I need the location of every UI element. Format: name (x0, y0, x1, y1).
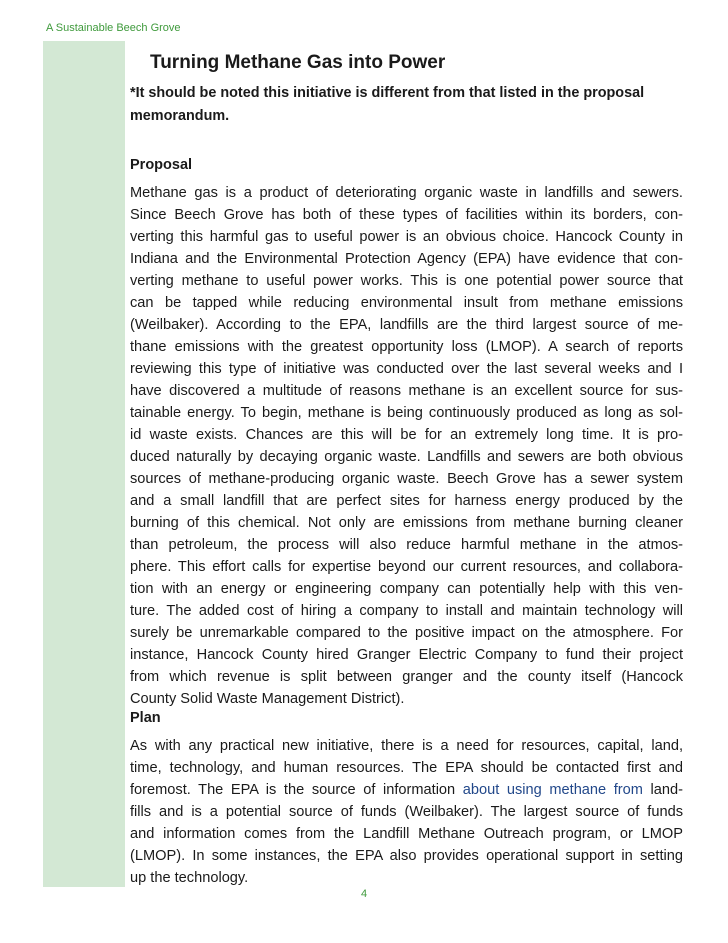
proposal-line: thane emissions with the greatest opportunity loss (LMOP). A search of reports (130, 339, 683, 355)
page-title: Turning Methane Gas into Power (150, 52, 446, 73)
sidebar-bar (43, 41, 125, 887)
plan-line: time, technology, and human resources. The EPA should be contacted first and (130, 760, 683, 776)
proposal-line: tainable energy. To begin, methane is being continuously produced as long as sol- (130, 405, 683, 421)
proposal-line: ture. The added cost of hiring a company to install and maintain technology will (130, 603, 683, 619)
proposal-line: (Weilbaker). According to the EPA, landfills are the third largest source of me- (130, 317, 683, 333)
proposal-line: burning of this chemical. Not only are emissions from methane burning cleaner (130, 515, 683, 531)
proposal-line: and a small landfill that are perfect sites for harness energy produced by the (130, 493, 683, 509)
proposal-line: duced naturally by decaying organic waste. Landfills and sewers are both obvious (130, 449, 683, 465)
proposal-line: County Solid Waste Management District). (130, 691, 405, 707)
plan-text: foremost. The EPA is the source of information (130, 782, 463, 798)
plan-line-with-link (130, 779, 683, 801)
plan-line: up the technology. (130, 870, 249, 886)
proposal-line: Methane gas is a product of deteriorating organic waste in landfills and sewers. (130, 185, 683, 201)
proposal-line: tion with an energy or engineering company can potentially help with this ven- (130, 581, 683, 597)
proposal-line: phere. This effort calls for expertise beyond our current resources, and collabora- (130, 559, 683, 575)
proposal-line: id waste exists. Chances are this will be for an extremely long time. It is pro- (130, 427, 683, 443)
proposal-line: than petroleum, the process will also reduce harmful methane in the atmos- (130, 537, 683, 553)
plan-text: land- (642, 782, 683, 798)
proposal-line: Since Beech Grove has both of these types of facilities within its borders, con- (130, 207, 683, 223)
proposal-heading: Proposal (130, 157, 193, 173)
proposal-line: Indiana and the Environmental Protection Agency (EPA) have evidence that con- (130, 251, 683, 267)
proposal-line: surely be unremarkable compared to the positive impact on the atmosphere. For (130, 625, 683, 641)
page-number: 4 (360, 888, 368, 900)
initiative-note: *It should be noted this initiative is different from that listed in the proposal memorandum. (130, 85, 645, 124)
methane-info-link[interactable]: about using methane from (462, 782, 643, 798)
proposal-line: verting methane to useful power works. This is one potential power source that (130, 273, 683, 289)
proposal-line: verting this harmful gas to useful power is an obvious choice. Hancock County in (130, 229, 683, 245)
plan-line: As with any practical new initiative, there is a need for resources, capital, land, (130, 738, 683, 754)
proposal-line: have discovered a multitude of reasons methane is an excellent source for sus- (130, 383, 683, 399)
plan-heading: Plan (130, 710, 161, 726)
proposal-line: sources of methane-producing organic waste. Beech Grove has a sewer system (130, 471, 683, 487)
proposal-line: reviewing this type of initiative was conducted over the last several weeks and I (130, 361, 683, 377)
proposal-line: instance, Hancock County hired Granger Electric Company to fund their project (130, 647, 683, 663)
running-head: A Sustainable Beech Grove (46, 22, 181, 34)
plan-line: and information comes from the Landfill Methane Outreach program, or LMOP (130, 826, 683, 842)
plan-line: fills and is a potential source of funds (Weilbaker). The largest source of funds (130, 804, 683, 820)
plan-line: (LMOP). In some instances, the EPA also provides operational support in setting (130, 848, 683, 864)
proposal-line: from which revenue is split between granger and the county itself (Hancock (130, 669, 683, 685)
proposal-line: can be tapped while reducing environmental insult from methane emissions (130, 295, 683, 311)
